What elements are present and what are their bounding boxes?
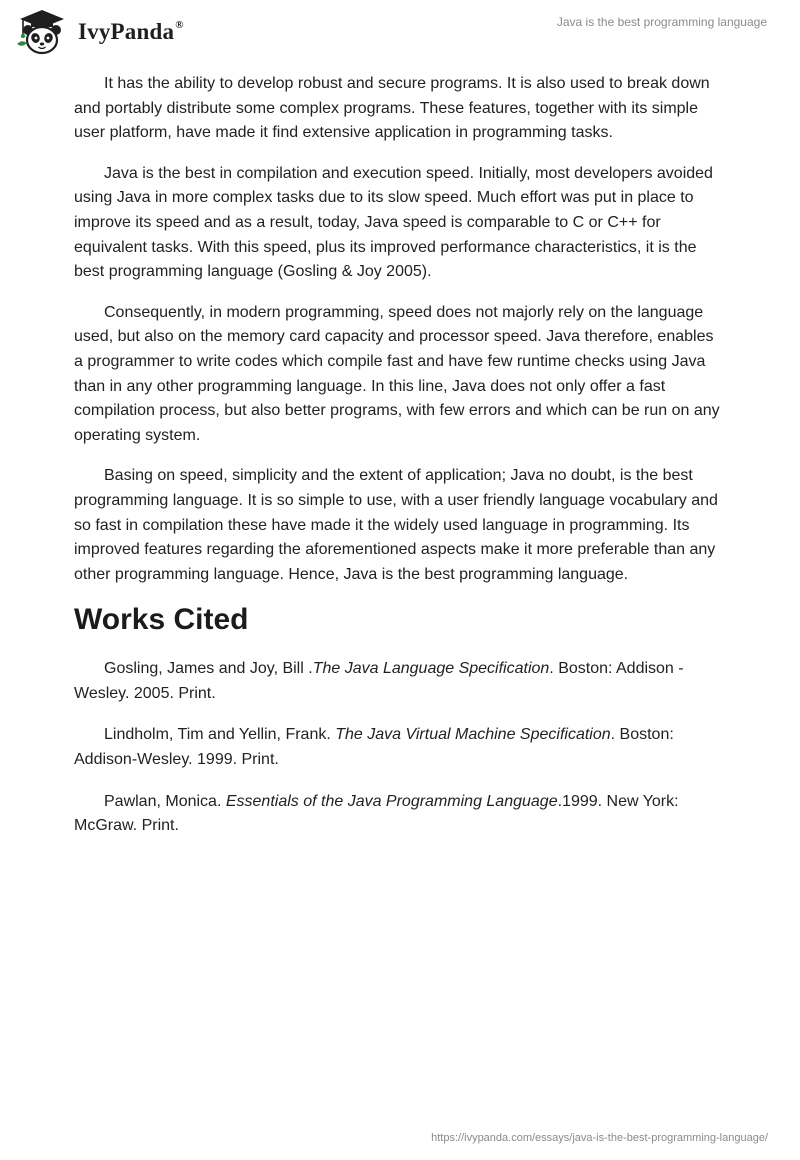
panda-graduate-icon [14, 8, 70, 56]
body-paragraph: Consequently, in modern programming, speed does not majorly rely on the language used, but also on the memory card capacity and processor speed. Java therefore, enables a programmer to write codes which compile fast and have few runtime checks using Java than in any other programming language. In this line, Java does not only offer a fast compilation process, but also better programs, with few errors and which can be run on any operating system. [74, 303, 720, 444]
reference-publication: . Boston: Addison-Wesley. 1999. Print. [74, 726, 674, 769]
reference-publication: . Boston: Addison - Wesley. 2005. Print. [74, 660, 684, 702]
page-header [0, 0, 800, 60]
body-paragraph: Java is the best in compilation and execution speed. Initially, most developers avoided using Java in more complex tasks due to its slow speed. Much effort was put in place to improve its speed and as a result, today, Java speed is comparable to C or C++ for equivalent tasks. With this speed, plus its improved performance characteristics, it is the best programming language (Gosling & Joy 2005). [74, 164, 713, 281]
reference-entry [74, 723, 726, 772]
ivypanda-logo[interactable] [14, 8, 214, 56]
reference-title: The Java Language Specification [312, 660, 550, 678]
reference-authors: Pawlan, Monica. [104, 792, 226, 810]
reference-title: The Java Virtual Machine Specification [335, 726, 611, 744]
body-paragraph: Basing on speed, simplicity and the extent of application; Java no doubt, is the best programming language. It is so simple to use, with a user friendly language vocabulary and so fast in compilation these have made it the widely used language in programming. Its improved features regarding the aforementioned aspects make it more preferable than any other programming language. Hence, Java is the best programming language. [74, 467, 718, 583]
reference-authors: Lindholm, Tim and Yellin, Frank. [104, 726, 336, 744]
reference-authors: Gosling, James and Joy, Bill . [104, 660, 313, 678]
essay-body [74, 72, 726, 856]
reference-title: Essentials of the Java Programming Language [225, 792, 558, 810]
source-url[interactable]: https://ivypanda.com/essays/java-is-the-best-programming-language/ [431, 1132, 768, 1144]
reference-publication: .1999. New York: McGraw. Print. [74, 792, 679, 835]
works-cited-heading: Works Cited [74, 603, 249, 637]
reference-entry [74, 657, 726, 706]
brand-name: IvyPanda® [78, 19, 184, 44]
body-paragraph: It has the ability to develop robust and secure programs. It is also used to break down and portably distribute some complex programs. These features, together with its simple user platform, have made it find extensive application in programming tasks. [74, 75, 710, 142]
reference-entry [74, 790, 726, 839]
running-title: Java is the best programming language [556, 15, 767, 29]
